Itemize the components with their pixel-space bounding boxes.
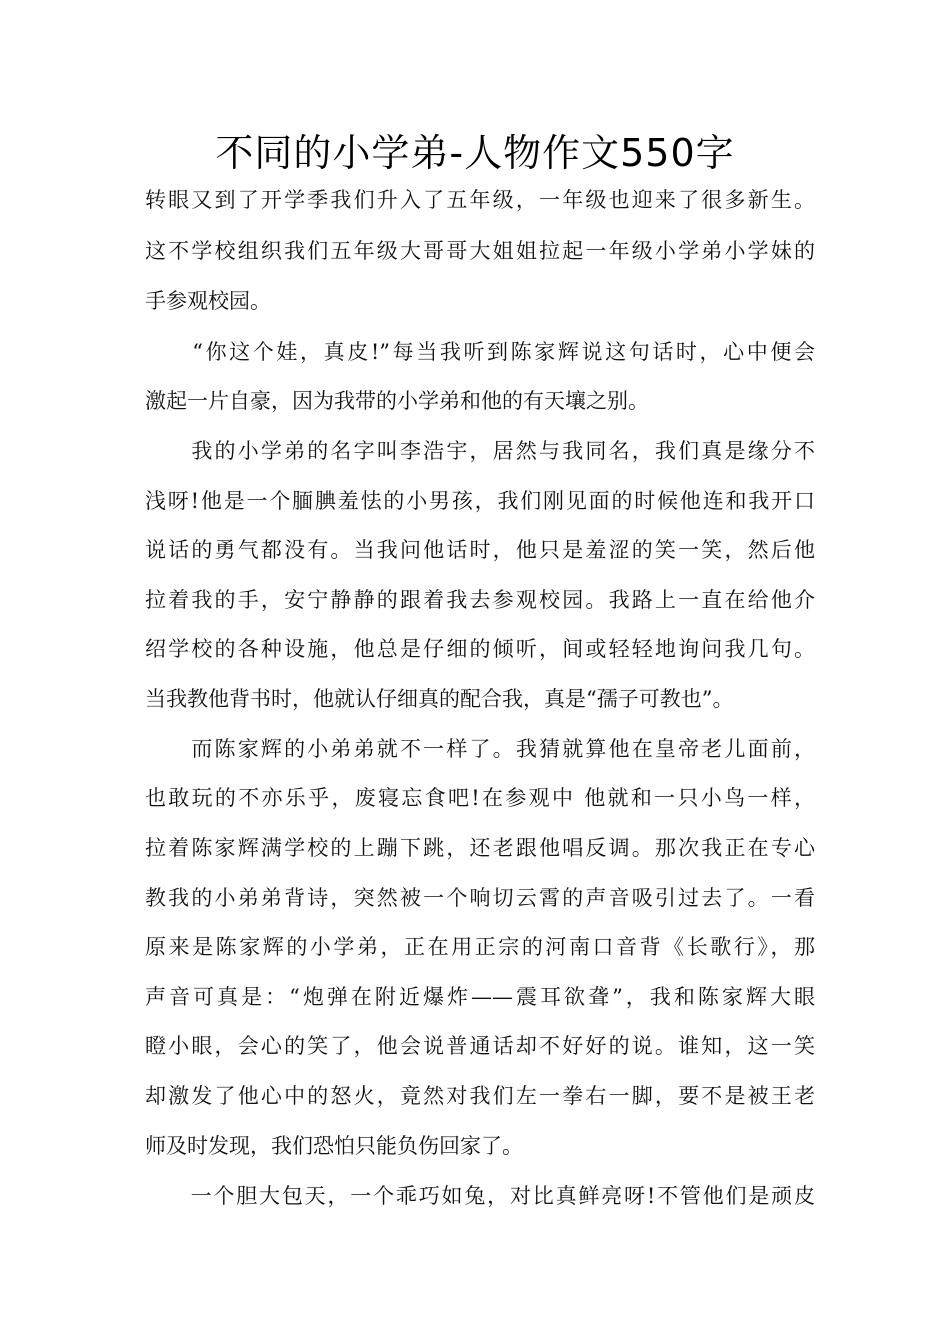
text-line: 瞪小眼，会心的笑了，他会说普通话却不好好的说。谁知，这一笑 xyxy=(145,1034,815,1058)
text-line: 原来是陈家辉的小学弟，正在用正宗的河南口音背《长歌行》，那 xyxy=(145,935,815,959)
document-title: 不同的小学弟-人物作文550字 xyxy=(215,131,735,175)
text-line: 拉着我的手，安宁静静的跟着我去参观校园。我路上一直在给他介 xyxy=(145,588,815,612)
text-line: 师及时发现，我们恐怕只能负伤回家了。 xyxy=(145,1134,523,1158)
text-line: 教我的小弟弟背诗，突然被一个响切云霄的声音吸引过去了。一看 xyxy=(145,886,815,910)
text-line: 绍学校的各种设施，他总是仔细的倾听，间或轻轻地询问我几句。 xyxy=(145,637,815,661)
text-line: 声音可真是：“炮弹在附近爆炸——震耳欲聋”，我和陈家辉大眼 xyxy=(145,985,815,1009)
text-line: 拉着陈家辉满学校的上蹦下跳，还老跟他唱反调。那次我正在专心 xyxy=(145,836,815,860)
text-line: 却激发了他心中的怒火，竟然对我们左一拳右一脚，要不是被王老 xyxy=(145,1084,815,1108)
text-line: 手参观校园。 xyxy=(145,289,271,313)
text-line: 激起一片自豪，因为我带的小学弟和他的有天壤之别。 xyxy=(145,389,649,413)
text-line: 而陈家辉的小弟弟就不一样了。我猜就算他在皇帝老儿面前， xyxy=(145,737,815,761)
text-line: “你这个娃，真皮!”每当我听到陈家辉说这句话时，心中便会 xyxy=(145,340,815,364)
text-line: 我的小学弟的名字叫李浩宇，居然与我同名，我们真是缘分不 xyxy=(145,439,815,463)
text-line: 也敢玩的不亦乐乎，废寝忘食吧!在参观中 他就和一只小鸟一样， xyxy=(145,786,815,810)
text-line: 当我教他背书时，他就认仔细真的配合我，真是“孺子可教也”。 xyxy=(145,687,734,711)
text-line: 说话的勇气都没有。当我问他话时，他只是羞涩的笑一笑，然后他 xyxy=(145,538,815,562)
text-line: 浅呀!他是一个腼腆羞怯的小男孩，我们刚见面的时候他连和我开口 xyxy=(145,489,815,513)
text-line: 转眼又到了开学季我们升入了五年级，一年级也迎来了很多新生。 xyxy=(145,188,815,212)
text-line: 一个胆大包天，一个乖巧如兔，对比真鲜亮呀!不管他们是顽皮 xyxy=(145,1184,815,1208)
text-line: 这不学校组织我们五年级大哥哥大姐姐拉起一年级小学弟小学妹的 xyxy=(145,239,815,263)
